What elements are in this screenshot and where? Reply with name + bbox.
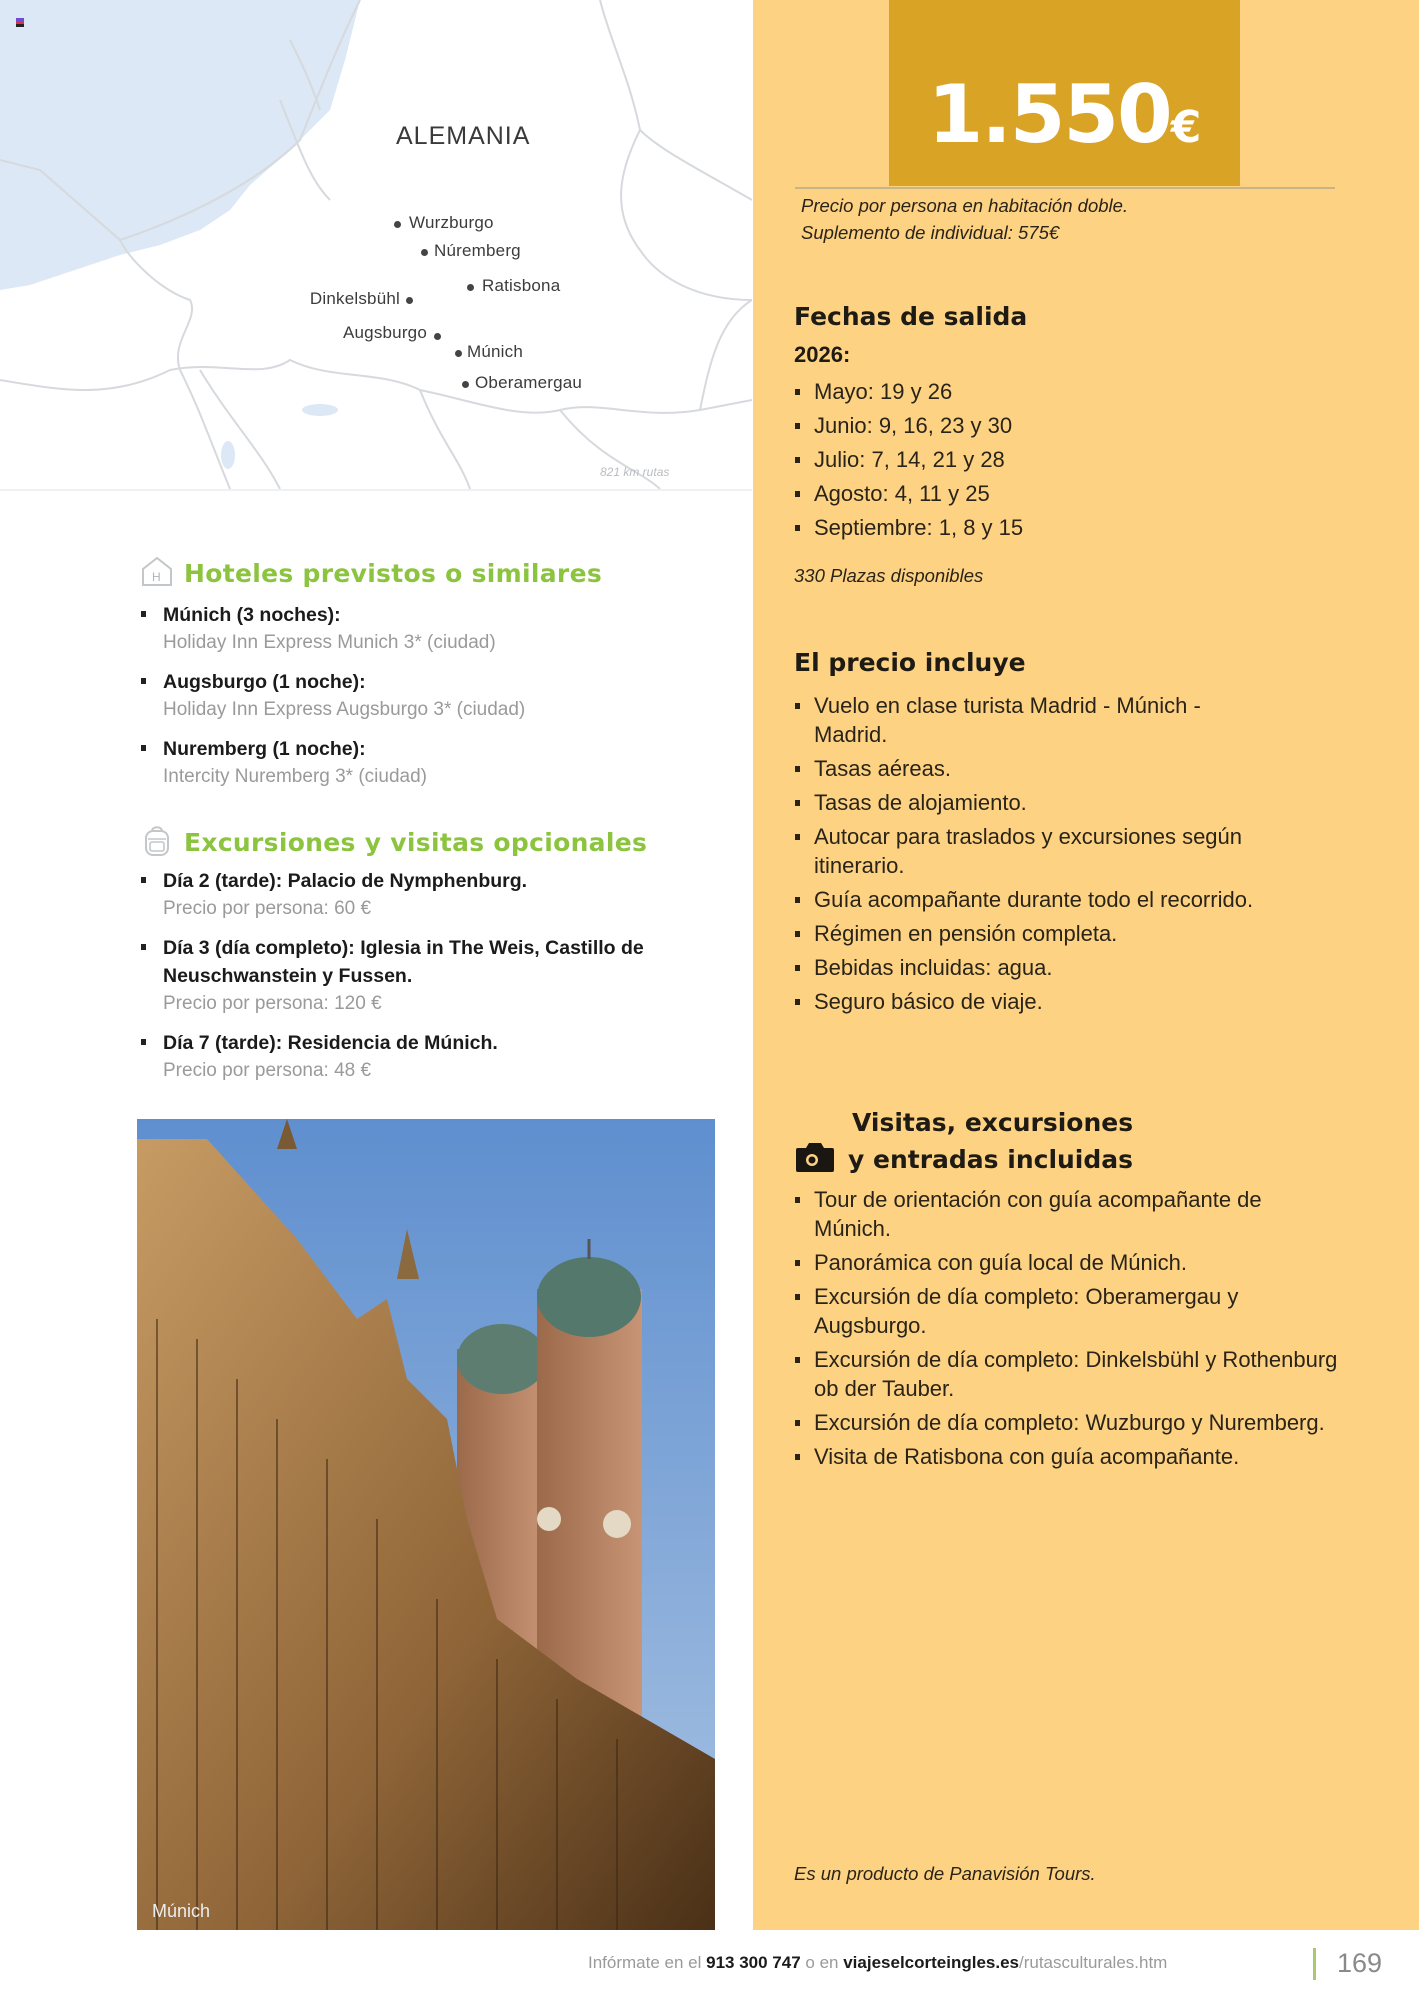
city-dot — [467, 284, 474, 291]
city-dot — [455, 350, 462, 357]
visits-title-line2: y entradas incluidas — [848, 1144, 1134, 1174]
city-label-dinkelsbuhl: Dinkelsbühl — [309, 289, 400, 308]
hotel-item — [137, 668, 737, 724]
footer-site-link[interactable]: viajeselcorteingles.es — [843, 1953, 1019, 1972]
optional-price: Precio por persona: 60 € — [163, 898, 372, 919]
date-item: Julio: 7, 14, 21 y 28 — [794, 445, 1394, 474]
visits-heading — [794, 1106, 1133, 1179]
hotel-city: Múnich (3 noches): — [163, 604, 341, 626]
visit-item: Excursión de día completo: Wuzburgo y Nuremberg. — [794, 1408, 1344, 1437]
visit-item: Excursión de día completo: Oberamergau y Augsburgo. — [794, 1282, 1344, 1340]
optional-name: Día 2 (tarde): Palacio de Nymphenburg. — [163, 870, 528, 892]
backpack-icon — [140, 823, 174, 862]
city-dot — [462, 381, 469, 388]
munich-photo — [137, 1119, 715, 1930]
city-label-augsburgo: Augsburgo — [342, 323, 427, 342]
optional-title: Excursiones y visitas opcionales — [184, 828, 648, 857]
city-dot — [394, 221, 401, 228]
optional-heading — [140, 823, 647, 862]
city-label-munich: Múnich — [467, 342, 524, 361]
available-seats: 330 Plazas disponibles — [794, 565, 984, 586]
include-item: Vuelo en clase turista Madrid - Múnich - Madrid. — [794, 691, 1264, 749]
price-currency: € — [1170, 102, 1202, 153]
hotels-heading — [140, 555, 602, 592]
hotel-city: Nuremberg (1 noche): — [163, 738, 366, 760]
svg-text:H: H — [152, 570, 161, 584]
photo-caption: Múnich — [152, 1901, 211, 1921]
price-amount: 1.550 — [927, 68, 1171, 161]
optional-item — [137, 1029, 717, 1085]
visits-list — [794, 1185, 1344, 1476]
optional-list — [137, 867, 717, 1096]
photo-illustration — [137, 1119, 715, 1930]
hotel-name: Intercity Nuremberg 3* (ciudad) — [163, 766, 427, 787]
map-scale-label: 821 km rutas — [600, 465, 670, 479]
include-item: Bebidas incluidas: agua. — [794, 953, 1264, 982]
dates-title: Fechas de salida — [794, 302, 1028, 331]
hotels-title: Hoteles previstos o similares — [184, 559, 603, 588]
includes-title: El precio incluye — [794, 648, 1026, 677]
include-item: Seguro básico de viaje. — [794, 987, 1264, 1016]
include-item: Guía acompañante durante todo el recorrido. — [794, 885, 1264, 914]
footer-prefix: Infórmate en el — [588, 1953, 707, 1972]
footer-middle: o en — [800, 1953, 844, 1972]
visits-title-line1: Visitas, excursiones — [852, 1108, 1134, 1137]
route-map — [0, 0, 752, 491]
optional-name: Día 7 (tarde): Residencia de Múnich. — [163, 1032, 498, 1054]
include-item: Régimen en pensión completa. — [794, 919, 1264, 948]
page-number: 169 — [1337, 1948, 1383, 1978]
footer-divider — [1313, 1948, 1316, 1980]
hotel-icon — [140, 555, 174, 592]
footer-phone[interactable]: 913 300 747 — [706, 1953, 801, 1972]
dates-list — [794, 377, 1394, 547]
optional-price: Precio por persona: 120 € — [163, 993, 382, 1014]
date-item: Junio: 9, 16, 23 y 30 — [794, 411, 1394, 440]
city-label-oberamergau: Oberamergau — [475, 373, 583, 392]
hotel-item — [137, 735, 737, 791]
hotel-name: Holiday Inn Express Munich 3* (ciudad) — [163, 632, 496, 653]
price-note: Precio por persona en habitación doble. — [801, 195, 1129, 216]
city-dot — [421, 249, 428, 256]
product-note: Es un producto de Panavisión Tours. — [794, 1863, 1096, 1884]
hotel-item — [137, 601, 737, 657]
optional-item — [137, 934, 717, 1018]
optional-item — [137, 867, 717, 923]
hotel-city: Augsburgo (1 noche): — [163, 671, 366, 693]
visit-item: Panorámica con guía local de Múnich. — [794, 1248, 1344, 1277]
map-country-label: ALEMANIA — [396, 122, 531, 150]
date-item: Mayo: 19 y 26 — [794, 377, 1394, 406]
divider — [795, 187, 1335, 189]
price-box — [889, 0, 1240, 186]
footer-contact — [588, 1953, 1167, 1973]
date-item: Agosto: 4, 11 y 25 — [794, 479, 1394, 508]
include-item: Tasas de alojamiento. — [794, 788, 1264, 817]
city-label-nuremberg: Núremberg — [434, 241, 521, 260]
city-dot — [406, 297, 413, 304]
city-label-wurzburgo: Wurzburgo — [409, 213, 494, 232]
price-value — [889, 65, 1240, 178]
dates-year: 2026: — [794, 342, 851, 367]
visit-item: Excursión de día completo: Dinkelsbühl y Rothenburg ob der Tauber. — [794, 1345, 1344, 1403]
camera-icon — [794, 1140, 836, 1179]
hotel-name: Holiday Inn Express Augsburgo 3* (ciudad) — [163, 699, 526, 720]
single-supplement: Suplemento de individual: 575€ — [801, 222, 1060, 243]
include-item: Tasas aéreas. — [794, 754, 1264, 783]
include-item: Autocar para traslados y excursiones según itinerario. — [794, 822, 1264, 880]
city-dot — [434, 333, 441, 340]
visit-item: Visita de Ratisbona con guía acompañante. — [794, 1442, 1344, 1471]
date-item: Septiembre: 1, 8 y 15 — [794, 513, 1394, 542]
footer-path-link[interactable]: /rutasculturales.htm — [1019, 1953, 1168, 1972]
optional-price: Precio por persona: 48 € — [163, 1060, 372, 1081]
optional-name: Día 3 (día completo): Iglesia in The Weis, Castillo de Neuschwanstein y Fussen. — [163, 937, 644, 987]
visit-item: Tour de orientación con guía acompañante de Múnich. — [794, 1185, 1344, 1243]
hotels-list — [137, 601, 737, 802]
visits-title — [794, 1106, 1133, 1179]
map-background — [0, 0, 752, 489]
flag-icon — [16, 18, 24, 27]
includes-list — [794, 691, 1264, 1021]
city-label-ratisbona: Ratisbona — [482, 276, 561, 295]
